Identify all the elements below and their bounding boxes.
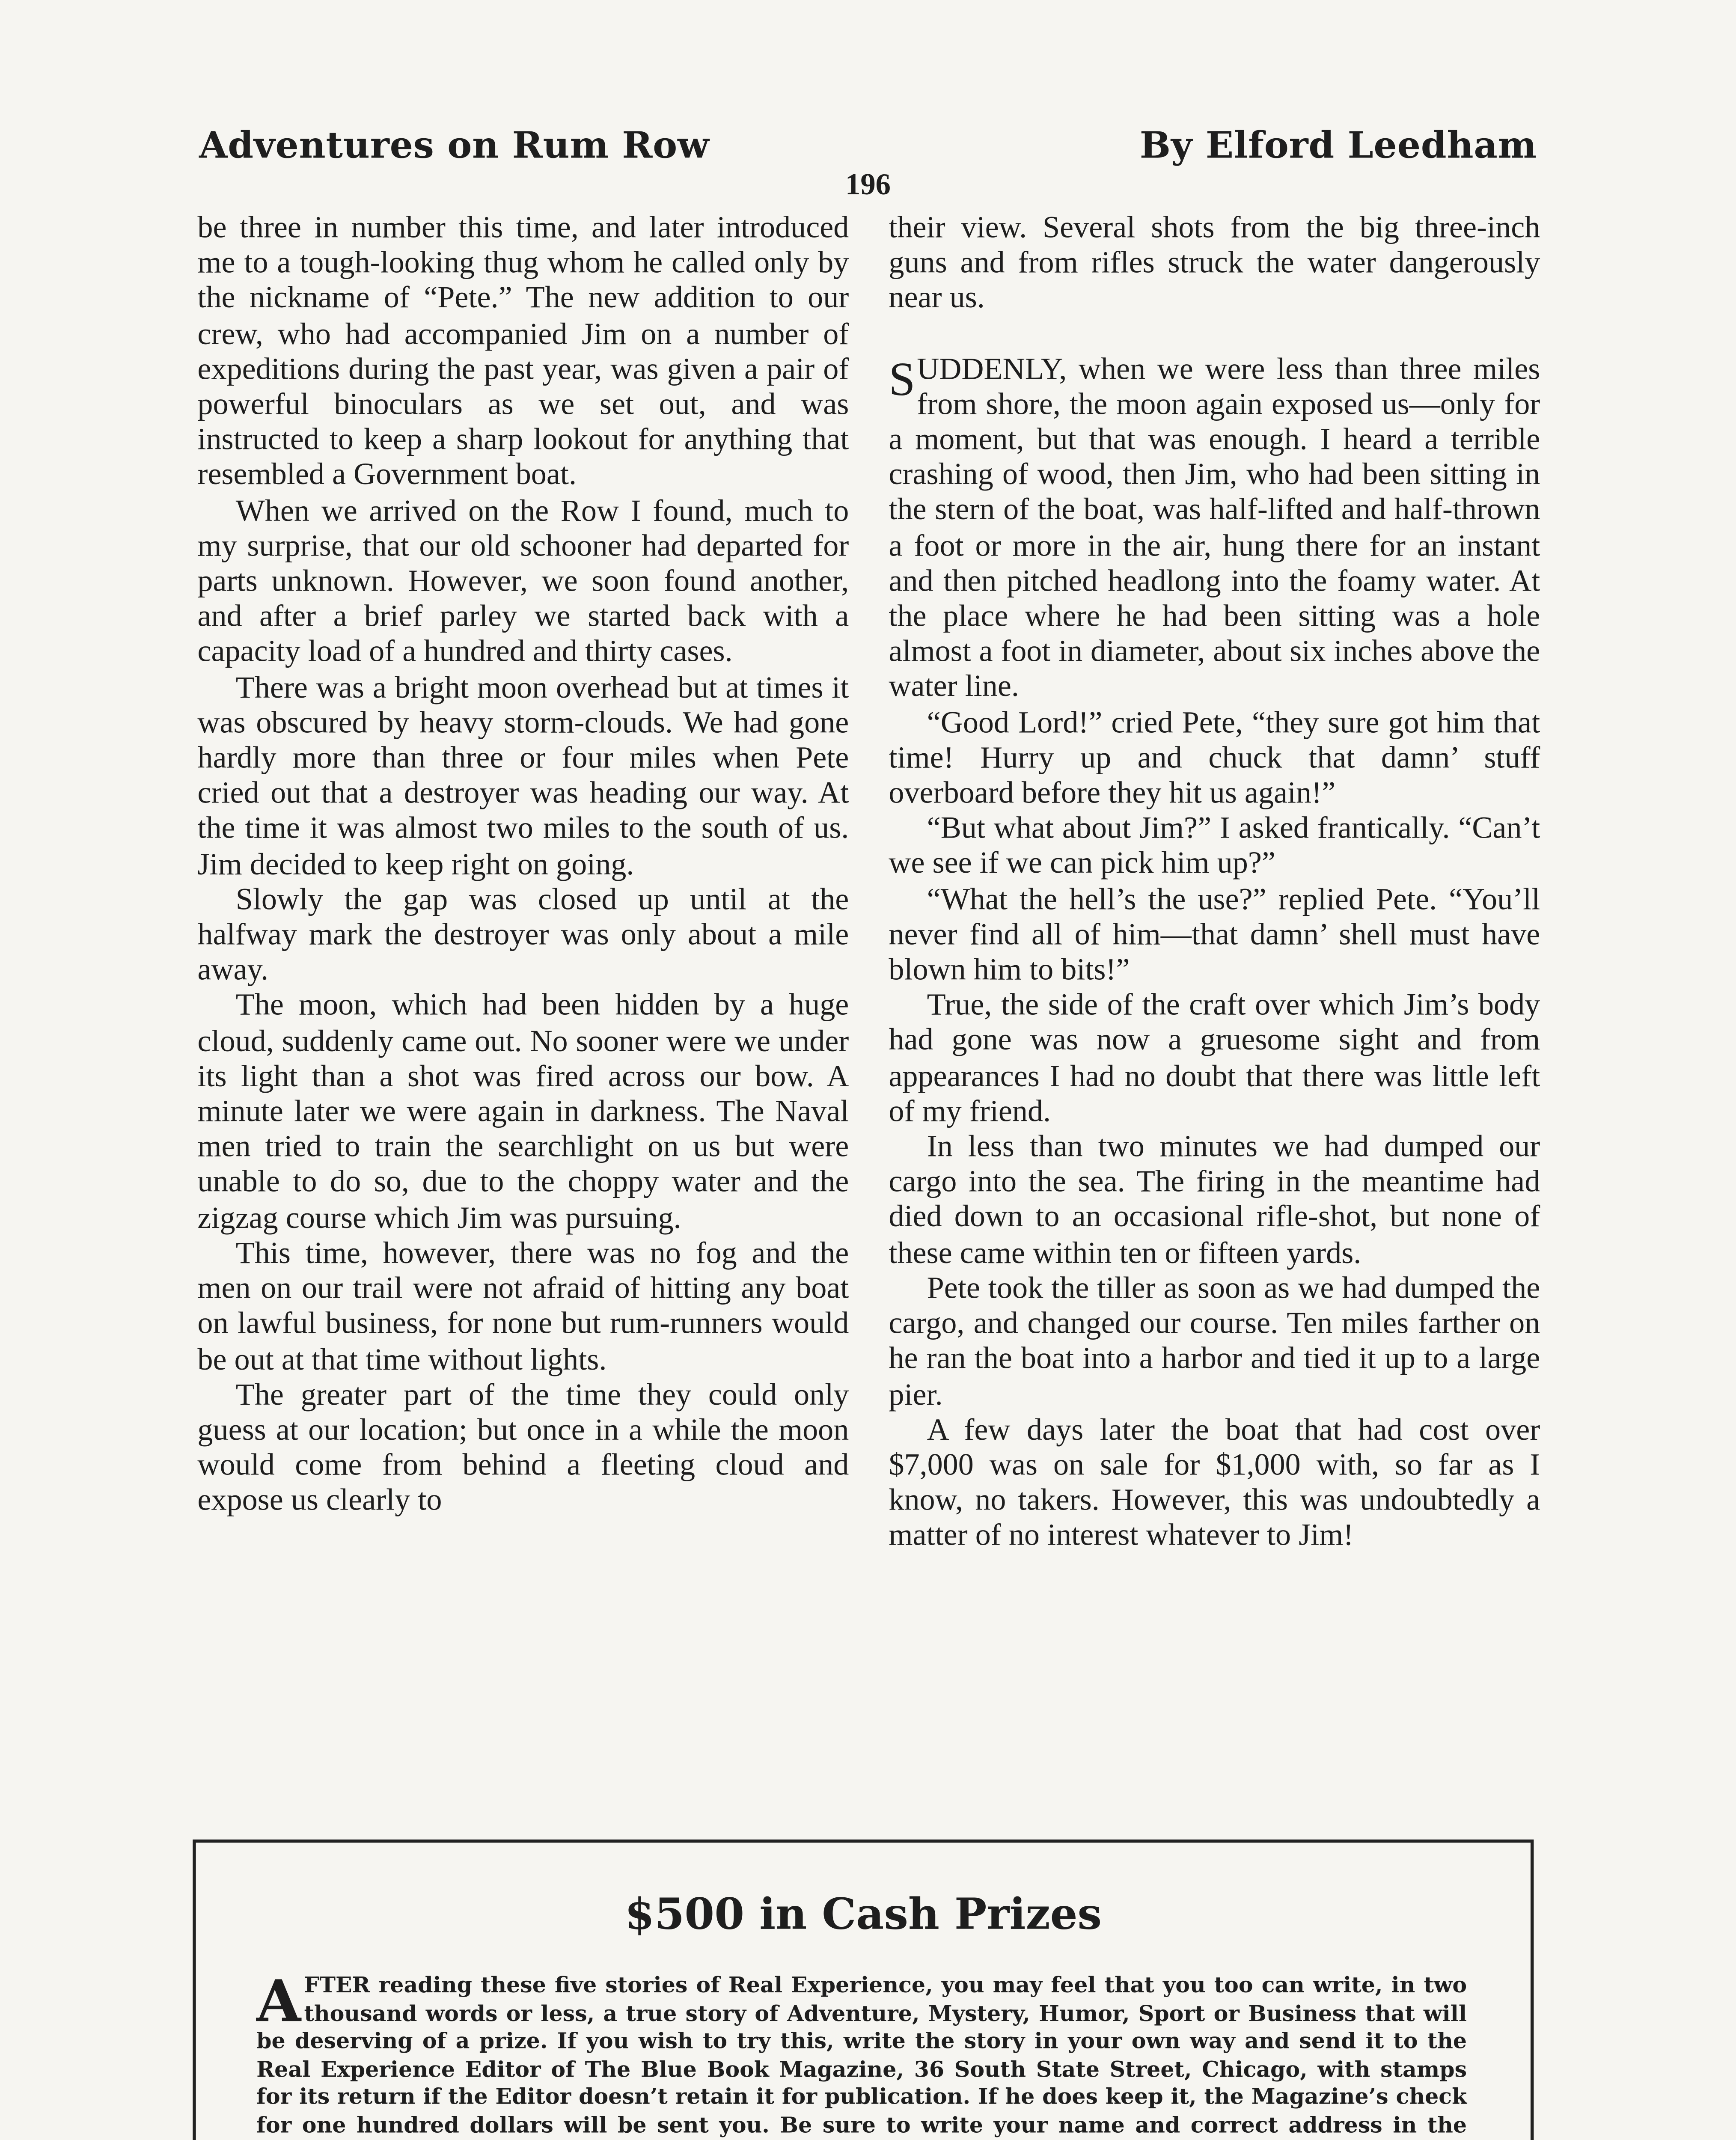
page-number: 196 <box>845 169 891 202</box>
paragraph: When we arrived on the Row I found, much to my surprise, that our old schooner had departed for parts unknown. However, we soon found another, and after a brief parley we started back with a capacity load of a hundred and thirty cases. <box>197 494 849 670</box>
left-column <box>197 212 849 1520</box>
paragraph: “Good Lord!” cried Pete, “they sure got him that time! Hurry up and chuck that damn’ stuff overboard before they hit us again!” <box>889 706 1540 811</box>
paragraph: The moon, which had been hidden by a huge cloud, suddenly came out. No sooner were we under its light than a shot was fired across our bow. A minute later we were again in darkness. The Naval men tried to train the searchlight on us but were unable to do so, due to the choppy water and the zigzag course which Jim was pursuing. <box>197 990 849 1236</box>
paragraph: A few days later the boat that had cost over $7,000 was on sale for $1,000 with, so far as I know, no takers. However, this was undoubtedly a matter of no interest whatever to Jim! <box>889 1414 1540 1554</box>
paragraph: There was a bright moon overhead but at times it was obscured by heavy storm-clouds. We had gone hardly more than three or four miles when Pete cried out that a destroyer was heading our way. At the time it was almost two miles to the south of us. Jim decided to keep right on going. <box>197 671 849 882</box>
paragraph: be three in number this time, and later introduced me to a tough-looking thug whom he called only by the nickname of “Pete.” The new addition to our crew, who had accompanied Jim on a number of expeditions during the past year, was given a pair of powerful binoculars as we set out, and was instructed to keep a sharp lookout for anything that resembled a Government boat. <box>197 211 849 493</box>
paragraph: Slowly the gap was closed up until at the halfway mark the destroyer was only about a mile away. <box>197 883 849 988</box>
prize-title: $500 in Cash Prizes <box>624 1890 1102 1940</box>
paragraph: This time, however, there was no fog and the men on our trail were not afraid of hitting any boat on lawful business, for none but rum-runners would be out at that time without lights. <box>197 1237 849 1377</box>
author-byline: By Elford Leedham <box>1139 124 1537 167</box>
paragraph: The greater part of the time they could only guess at our location; but once in a while the moon would come from behind a fleeting cloud and expose us clearly to <box>197 1379 849 1519</box>
right-column <box>889 212 1540 1555</box>
paragraph: their view. Several shots from the big three-inch guns and from rifles struck the water dangerously near us. <box>889 211 1540 316</box>
section-opening-paragraph <box>889 353 1540 707</box>
drop-cap: A <box>256 1968 301 2036</box>
section-opening-text: UDDENLY, when we were less than three miles from shore, the moon again exposed us—only for a moment, but that was enough. I heard a terrible crashing of wood, then Jim, who had been sitting in the stern of the boat, was half-lifted and half-thrown a foot or more in the air, hung there for an instant and then pitched headlong into the foamy water. At the place where he had been sitting was a hole almost a foot in diameter, about six inches above the water line. <box>889 353 1540 705</box>
paragraph: Pete took the tiller as soon as we had dumped the cargo, and changed our course. Ten miles farther on he ran the boat into a harbor and tied it up to a large pier. <box>889 1272 1540 1412</box>
paragraph: In less than two minutes we had dumped our cargo into the sea. The firing in the meantime had died down to an occasional rifle-shot, but none of these came within ten or fifteen yards. <box>889 1131 1540 1271</box>
paragraph: “What the hell’s the use?” replied Pete. “You’ll never find all of him—that damn’ shell must have blown him to bits!” <box>889 883 1540 988</box>
prize-announcement-box <box>193 1840 1534 2140</box>
prize-body: FTER reading these five stories of Real Experience, you may feel that you too can write, in two thousand words or less, a true story of Adventure, Mystery, Humor, Sport or Business that will be deserving of a prize. If you wish to try this, write the story in your own way and send it to the Real Experience Editor of The Blue Book Magazine, 36 South State Street, Chicago, with stamps for its return if the Editor doesn’t retain it for publication. If he does keep it, the Magazine’s check for one hundred dollars will be sent you. Be sure to write your name and correct address in the <box>256 1973 1467 2139</box>
story-title: Adventures on Rum Row <box>199 124 710 167</box>
drop-cap: S <box>889 353 916 406</box>
paragraph: “But what about Jim?” I asked frantically. “Can’t we see if we can pick him up?” <box>889 812 1540 882</box>
prize-text <box>256 1968 1467 2140</box>
paragraph: True, the side of the craft over which Jim’s body had gone was now a gruesome sight and from appearances I had no doubt that there was little left of my friend. <box>889 989 1540 1129</box>
